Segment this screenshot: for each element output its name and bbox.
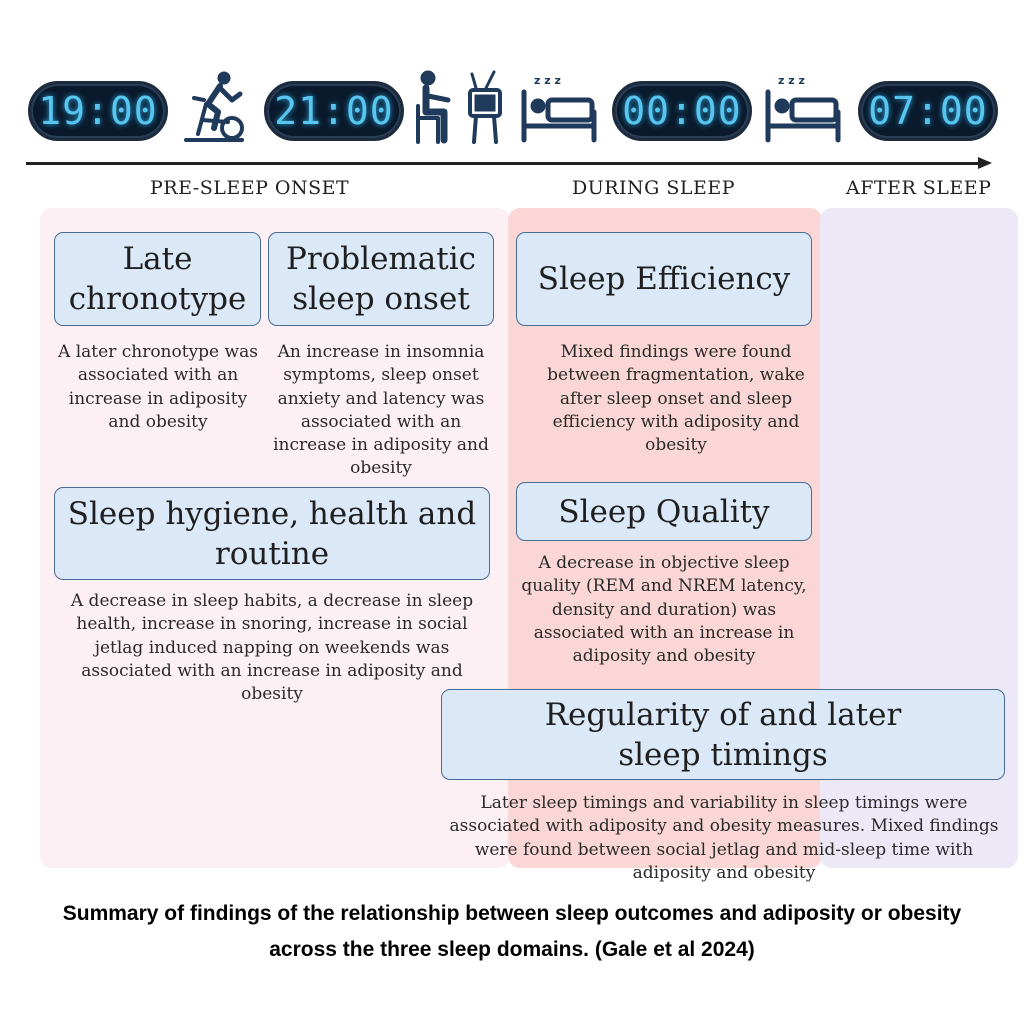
finding-regularity-sleep-timings [441, 689, 1005, 780]
finding-title: Sleep Efficiency [537, 261, 791, 297]
finding-description: A later chronotype was associated with an increase in adiposity and obesity [58, 342, 258, 432]
exercise-bike-icon [180, 70, 248, 146]
svg-text:z z z: z z z [534, 74, 561, 87]
figure-caption: Summary of findings of the relationship between sleep outcomes and adiposity or obesity across the three sleep domains. (Gale et al 2024) [62, 902, 962, 961]
section-label-pre-sleep: PRE-SLEEP ONSET [150, 177, 350, 199]
finding-late-chronotype [54, 232, 261, 326]
finding-sleep-hygiene [54, 487, 490, 580]
sleeping-in-bed-icon [764, 64, 842, 144]
finding-description: A decrease in sleep habits, a decrease in sleep health, increase in snoring, increase in social jetlag induced napping on weekends was associated with an increase in adiposity and obesity [70, 591, 474, 705]
clock-1900: 19:00 [28, 81, 168, 141]
finding-sleep-quality [516, 482, 812, 541]
finding-title: Sleep Quality [558, 493, 770, 530]
watching-tv-icon [414, 66, 504, 146]
timeline-arrow [26, 162, 982, 165]
clock-0000: 00:00 [612, 81, 752, 141]
section-label-after-sleep: AFTER SLEEP [846, 177, 992, 199]
finding-title: Problematic sleep onset [285, 241, 477, 317]
section-label-during-sleep: DURING SLEEP [572, 177, 736, 199]
finding-description: Later sleep timings and variability in sleep timings were associated with adiposity and obesity measures. Mixed findings were found between social jetlag and mid-sleep time with adiposity and obesity [449, 793, 999, 883]
finding-description: Mixed findings were found between fragmentation, wake after sleep onset and sleep efficiency with adiposity and obesity [547, 342, 805, 456]
finding-title: Regularity of and later sleep timings [544, 696, 902, 773]
finding-sleep-efficiency [516, 232, 812, 326]
sleeping-in-bed-icon [520, 64, 598, 144]
timeline-arrowhead [978, 157, 992, 169]
clock-2100: 21:00 [264, 81, 404, 141]
finding-description: An increase in insomnia symptoms, sleep onset anxiety and latency was associated with an increase in adiposity and obesity [273, 342, 489, 479]
clock-0700: 07:00 [858, 81, 998, 141]
finding-title: Sleep hygiene, health and routine [67, 495, 477, 572]
svg-text:z z z: z z z [778, 74, 805, 87]
finding-problematic-sleep-onset [268, 232, 494, 326]
finding-description: A decrease in objective sleep quality (REM and NREM latency, density and duration) was associated with an increase in adiposity and obesity [521, 553, 807, 667]
finding-title: Late chronotype [68, 241, 247, 317]
